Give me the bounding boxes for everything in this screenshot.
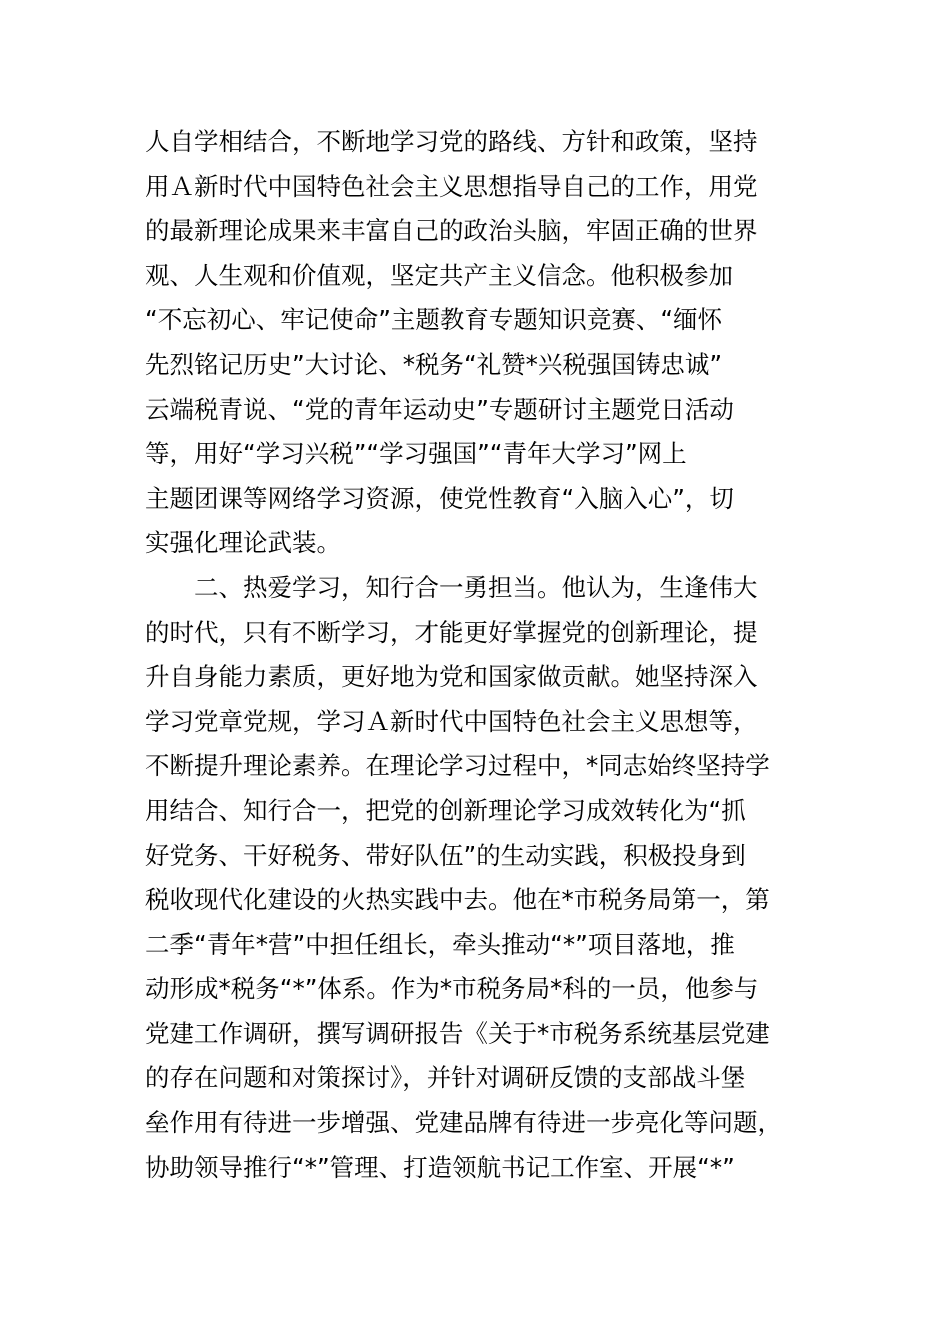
paragraph-1-line: 实强化理论武装。	[145, 528, 341, 558]
paragraph-2-line: 学习党章党规，学习Ａ新时代中国特色社会主义思想等，	[145, 706, 758, 736]
paragraph-1-line: 主题团课等网络学习资源，使党性教育“入脑入心”，切	[145, 483, 734, 513]
paragraph-1-line: 观、人生观和价值观，坚定共产主义信念。他积极参加	[145, 260, 733, 290]
paragraph-2-line: 税收现代化建设的火热实践中去。他在*市税务局第一，第	[145, 885, 770, 915]
paragraph-2-line: 垒作用有待进一步增强、党建品牌有待进一步亮化等问题，	[145, 1108, 782, 1138]
paragraph-2-line: 协助领导推行“*”管理、打造领航书记工作室、开展“*”	[145, 1152, 735, 1182]
paragraph-2-line: 不断提升理论素养。在理论学习过程中，*同志始终坚持学	[145, 751, 770, 781]
paragraph-2-line: 的时代，只有不断学习，才能更好掌握党的创新理论，提	[145, 617, 758, 647]
document-body	[145, 120, 825, 1190]
paragraph-2-line: 的存在问题和对策探讨》，并针对调研反馈的支部战斗堡	[145, 1063, 746, 1093]
paragraph-2-line: 动形成*税务“*”体系。作为*市税务局*科的一员，他参与	[145, 974, 759, 1004]
paragraph-2-line: 二季“青年*营”中担任组长，牵头推动“*”项目落地，推	[145, 929, 735, 959]
paragraph-1-line: 云端税青说、“党的青年运动史”专题研讨主题党日活动	[145, 394, 734, 424]
paragraph-1	[145, 120, 825, 566]
paragraph-1-line: 用Ａ新时代中国特色社会主义思想指导自己的工作，用党	[145, 171, 758, 201]
paragraph-1-line: 先烈铭记历史”大讨论、*税务“礼赞*兴税强国铸忠诚”	[145, 349, 723, 379]
paragraph-2-line: 党建工作调研，撰写调研报告《关于*市税务系统基层党建	[145, 1018, 770, 1048]
paragraph-2-line: 用结合、知行合一，把党的创新理论学习成效转化为“抓	[145, 795, 746, 825]
paragraph-1-line: “不忘初心、牢记使命”主题教育专题知识竞赛、“缅怀	[145, 305, 723, 335]
paragraph-1-line: 的最新理论成果来丰富自己的政治头脑，牢固正确的世界	[145, 216, 758, 246]
paragraph-1-line: 等，用好“学习兴税”“学习强国”“青年大学习”网上	[145, 439, 687, 469]
paragraph-2-line: 好党务、干好税务、带好队伍”的生动实践，积极投身到	[145, 840, 746, 870]
paragraph-1-line: 人自学相结合，不断地学习党的路线、方针和政策，坚持	[145, 127, 758, 156]
paragraph-2-line: 二、热爱学习，知行合一勇担当。他认为，生逢伟大	[194, 572, 758, 602]
paragraph-2	[145, 566, 825, 1190]
paragraph-2-line: 升自身能力素质，更好地为党和国家做贡献。她坚持深入	[145, 662, 758, 692]
